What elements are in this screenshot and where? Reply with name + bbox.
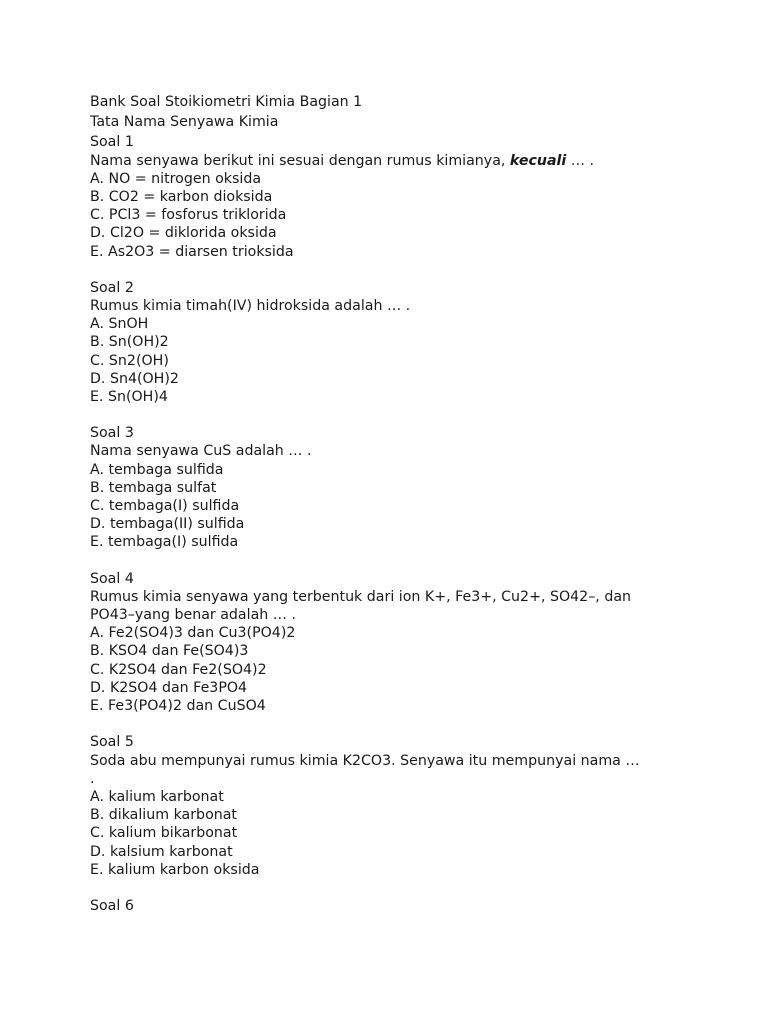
- answer-option: E. Fe3(PO4)2 dan CuSO4: [90, 698, 266, 715]
- question-text-line-1: Soda abu mempunyai rumus kimia K2CO3. Senyawa itu mempunyai nama …: [90, 752, 640, 769]
- question-text: Rumus kimia timah(IV) hidroksida adalah … .: [90, 298, 411, 315]
- answer-option: A. kalium karbonat: [90, 788, 224, 805]
- question-text-line-2: .: [90, 770, 95, 787]
- answer-option: D. kalsium karbonat: [90, 843, 233, 860]
- answer-option: B. Sn(OH)2: [90, 334, 169, 351]
- answer-option: B. dikalium karbonat: [90, 807, 237, 824]
- question-label: Soal 4: [90, 570, 134, 587]
- question-6: [90, 897, 680, 915]
- answer-option: C. K2SO4 dan Fe2(SO4)2: [90, 661, 267, 678]
- answer-option: D. Sn4(OH)2: [90, 370, 179, 387]
- answer-option: D. K2SO4 dan Fe3PO4: [90, 679, 248, 696]
- question-3: [90, 424, 680, 551]
- answer-option: C. tembaga(I) sulfida: [90, 498, 240, 515]
- answer-option: D. Cl2O = diklorida oksida: [90, 225, 277, 242]
- question-5: [90, 733, 680, 879]
- answer-option: E. kalium karbon oksida: [90, 861, 260, 878]
- question-label: Soal 1: [90, 134, 134, 151]
- answer-option: E. tembaga(I) sulfida: [90, 534, 239, 551]
- question-4: [90, 570, 680, 716]
- document-page: [90, 93, 680, 933]
- question-text-emphasis: kecuali: [509, 152, 567, 169]
- question-1: [90, 133, 680, 260]
- answer-option: C. kalium bikarbonat: [90, 825, 238, 842]
- question-label: Soal 5: [90, 734, 134, 751]
- question-text-line-2: PO43–yang benar adalah … .: [90, 607, 296, 624]
- question-label: Soal 2: [90, 279, 134, 296]
- answer-option: E. Sn(OH)4: [90, 389, 168, 406]
- document-subtitle: Tata Nama Senyawa Kimia: [90, 114, 279, 131]
- question-label: Soal 6: [90, 897, 134, 914]
- answer-option: A. Fe2(SO4)3 dan Cu3(PO4)2: [90, 625, 296, 642]
- answer-option: C. Sn2(OH): [90, 352, 169, 369]
- question-text: Nama senyawa CuS adalah … .: [90, 443, 312, 460]
- answer-option: B. KSO4 dan Fe(SO4)3: [90, 643, 249, 660]
- answer-option: C. PCl3 = fosforus triklorida: [90, 207, 287, 224]
- question-text-part: … .: [566, 152, 595, 169]
- answer-option: B. tembaga sulfat: [90, 479, 217, 496]
- question-text-part: Nama senyawa berikut ini sesuai dengan rumus kimianya,: [90, 152, 510, 169]
- answer-option: A. tembaga sulfida: [90, 461, 224, 478]
- document-title: Bank Soal Stoikiometri Kimia Bagian 1: [90, 94, 363, 110]
- answer-option: D. tembaga(II) sulfida: [90, 516, 245, 533]
- question-text: [90, 152, 680, 170]
- answer-option: A. SnOH: [90, 316, 149, 333]
- answer-option: A. NO = nitrogen oksida: [90, 170, 262, 187]
- answer-option: E. As2O3 = diarsen trioksida: [90, 243, 294, 260]
- question-text-line-1: Rumus kimia senyawa yang terbentuk dari ion K+, Fe3+, Cu2+, SO42–, dan: [90, 588, 632, 605]
- question-label: Soal 3: [90, 425, 134, 442]
- answer-option: B. CO2 = karbon dioksida: [90, 189, 273, 206]
- question-2: [90, 279, 680, 406]
